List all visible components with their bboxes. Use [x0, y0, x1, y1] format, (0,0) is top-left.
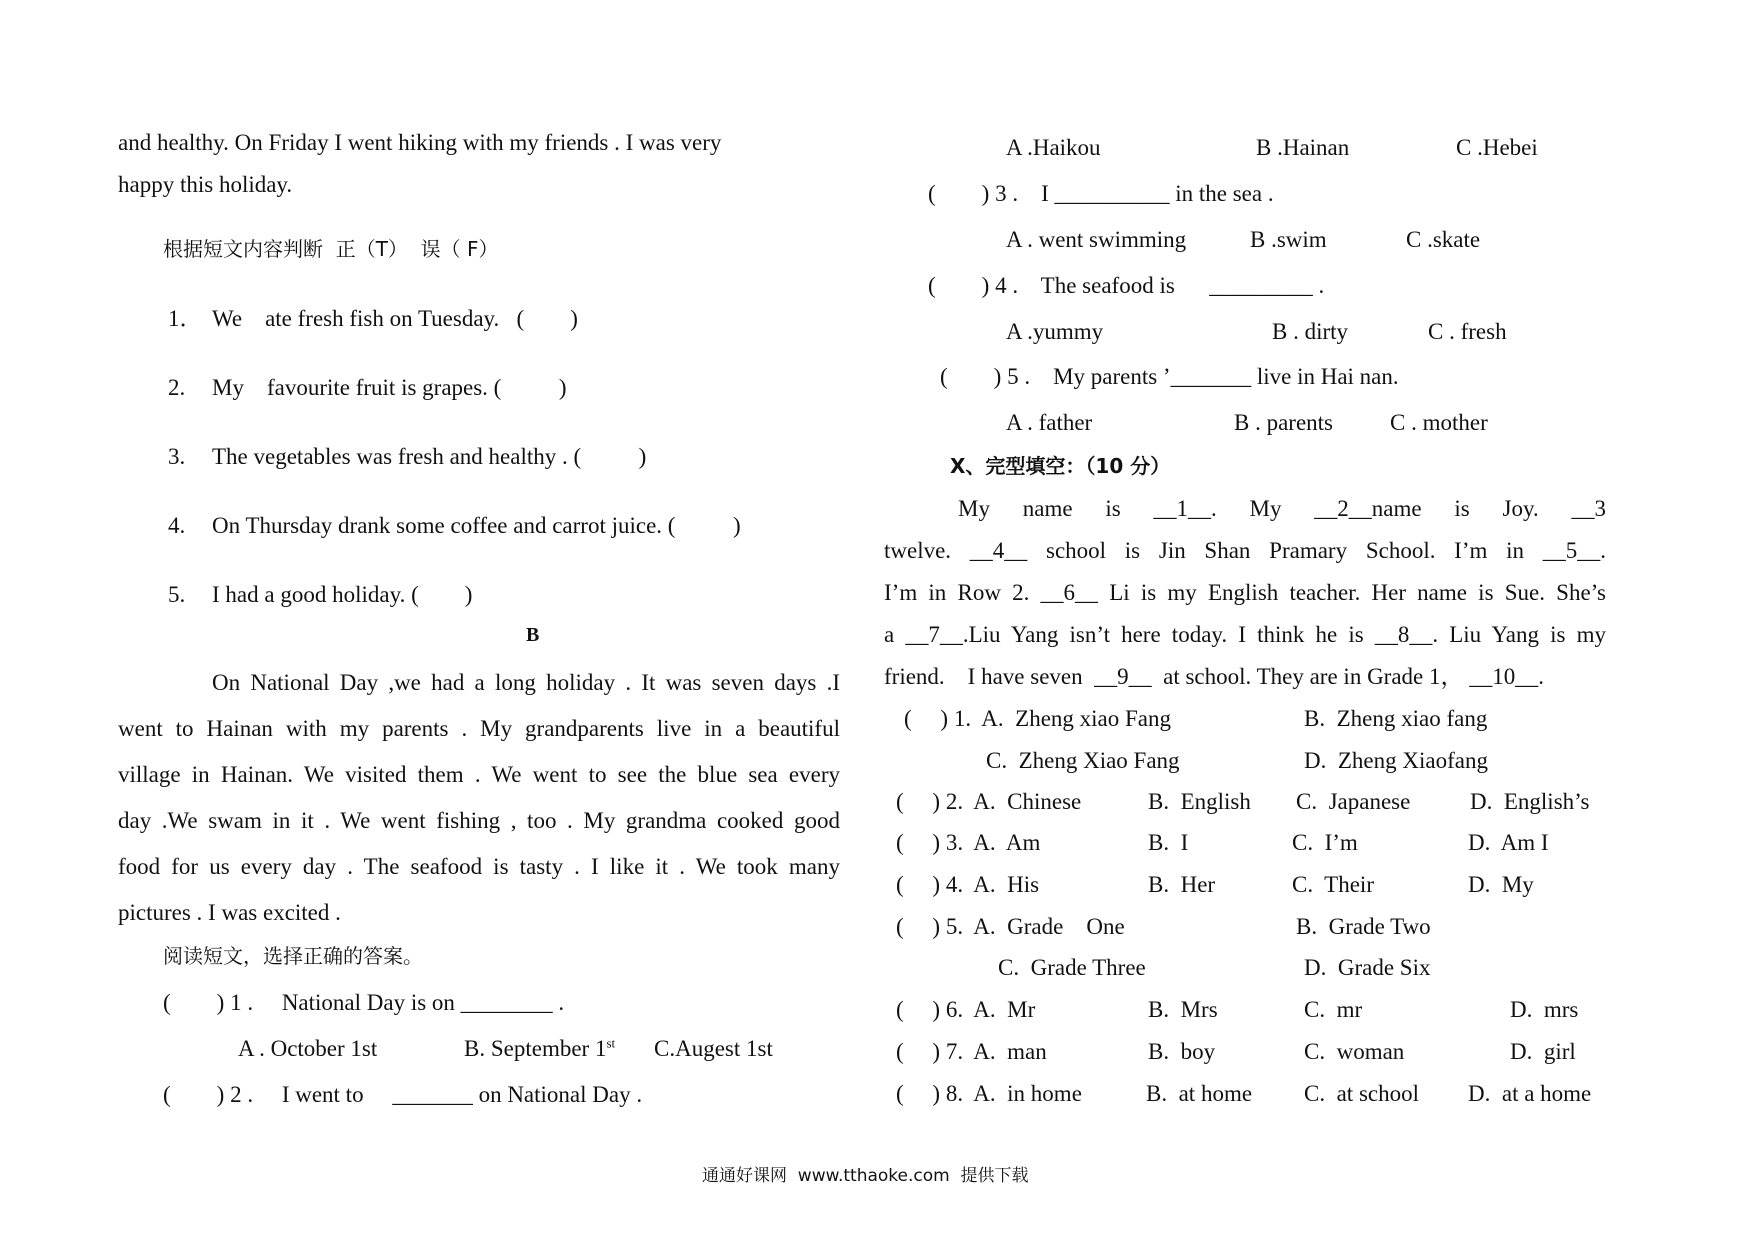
cloze-question: ( ) 2. A. Chinese [896, 789, 1082, 814]
option: B. Mrs [1148, 997, 1218, 1022]
option: B . dirty [1272, 319, 1349, 344]
tf-item: I had a good holiday. ( ) [212, 582, 473, 607]
option: D. My [1468, 872, 1534, 897]
option: D. English’s [1470, 789, 1590, 814]
cloze-question: ( ) 8. A. in home [896, 1081, 1082, 1106]
option: D. Grade Six [1304, 955, 1431, 980]
option: C .skate [1406, 227, 1481, 252]
cloze-question: ( ) 5. A. Grade One [896, 914, 1125, 939]
option: A .yummy [1006, 319, 1104, 344]
option: C. mr [1304, 997, 1363, 1022]
cloze-line: I’m in Row 2. __6__ Li is my English teacher. Her name is Sue. She’s [884, 580, 1606, 605]
option: C. Grade Three [998, 955, 1146, 980]
tf-item: On Thursday drank some coffee and carrot juice. ( ) [212, 513, 741, 538]
option: B .swim [1250, 227, 1327, 252]
passage-b-line: village in Hainan. We visited them . We went to see the blue sea every [118, 762, 840, 787]
cloze-question: ( ) 6. A. Mr [896, 997, 1036, 1022]
tf-item-number: 5. [168, 582, 186, 607]
option: C. Their [1292, 872, 1374, 897]
passage-line: and healthy. On Friday I went hiking with my friends . I was very [118, 130, 722, 155]
option: A .Haikou [1006, 135, 1101, 160]
cloze-title: X、完型填空：（10 分） [950, 454, 1171, 478]
option: A . October 1st [238, 1036, 378, 1061]
option: B. Grade Two [1296, 914, 1431, 939]
question: ( ) 1 . National Day is on ________ . [163, 990, 565, 1015]
tf-item: We ate fresh fish on Tuesday. ( ) [212, 306, 578, 331]
option: D. girl [1510, 1039, 1576, 1064]
tf-item-number: 3. [168, 444, 186, 469]
passage-b-line: food for us every day . The seafood is tasty . I like it . We took many [118, 854, 840, 879]
tf-instruction: 根据短文内容判断 正（T） 误（ F） [163, 237, 499, 261]
section-heading-b: B [526, 624, 540, 646]
cloze-line: friend. I have seven __9__ at school. They are in Grade 1， __10__. [884, 664, 1545, 689]
passage-b-line: On National Day ,we had a long holiday . It was seven days .I [212, 670, 840, 695]
tf-item-number: 4. [168, 513, 186, 538]
option: C. Japanese [1296, 789, 1411, 814]
option: A . went swimming [1006, 227, 1187, 252]
option: D. Zheng Xiaofang [1304, 748, 1488, 773]
cloze-line: twelve. __4__ school is Jin Shan Pramary School. I’m in __5__. [884, 538, 1606, 563]
question: ( ) 3 . I __________ in the sea . [928, 181, 1274, 206]
cloze-line: My name is __1__. My __2__name is Joy. __3 [958, 496, 1606, 521]
option: C. I’m [1292, 830, 1358, 855]
mc-instruction: 阅读短文，选择正确的答案。 [163, 944, 423, 968]
option: B. English [1148, 789, 1251, 814]
cloze-question: ( ) 1. A. Zheng xiao Fang [904, 706, 1172, 731]
passage-b-line: pictures . I was excited . [118, 900, 341, 925]
question: ( ) 5 . My parents ’_______ live in Hai nan. [940, 364, 1399, 389]
option: C. woman [1304, 1039, 1405, 1064]
passage-b-line: went to Hainan with my parents . My grandparents live in a beautiful [118, 716, 840, 741]
cloze-question: ( ) 7. A. man [896, 1039, 1047, 1064]
question: ( ) 4 . The seafood is _________ . [928, 273, 1325, 298]
option: C.Augest 1st [654, 1036, 773, 1061]
cloze-question: ( ) 4. A. His [896, 872, 1040, 897]
question: ( ) 2 . I went to _______ on National Day . [163, 1082, 643, 1107]
tf-item: The vegetables was fresh and healthy . ( ) [212, 444, 647, 469]
option: B. Zheng xiao fang [1304, 706, 1488, 731]
option: D. Am I [1468, 830, 1549, 855]
option: B. September 1st [464, 1035, 616, 1061]
option: C. Zheng Xiao Fang [986, 748, 1180, 773]
option: C . fresh [1428, 319, 1507, 344]
option: B. I [1148, 830, 1189, 855]
option: B. at home [1146, 1081, 1253, 1106]
option: D. at a home [1468, 1081, 1592, 1106]
option: A . father [1006, 410, 1093, 435]
option: C. at school [1304, 1081, 1419, 1106]
option: B . parents [1234, 410, 1334, 435]
tf-item: My favourite fruit is grapes. ( ) [212, 375, 567, 400]
tf-item-number: 1． [168, 306, 203, 331]
option: B. Her [1148, 872, 1216, 897]
option: D. mrs [1510, 997, 1579, 1022]
tf-item-number: 2. [168, 375, 186, 400]
option: C . mother [1390, 410, 1488, 435]
option: B .Hainan [1256, 135, 1350, 160]
cloze-line: a __7__.Liu Yang isn’t here today. I think he is __8__. Liu Yang is my [884, 622, 1606, 647]
option: C .Hebei [1456, 135, 1538, 160]
option: B. boy [1148, 1039, 1216, 1064]
passage-b-line: day .We swam in it . We went fishing , too . My grandma cooked good [118, 808, 840, 833]
footer-credit: 通通好课网 www.tthaoke.com 提供下载 [702, 1166, 1029, 1186]
passage-line: happy this holiday. [118, 172, 293, 197]
cloze-question: ( ) 3. A. Am [896, 830, 1041, 855]
